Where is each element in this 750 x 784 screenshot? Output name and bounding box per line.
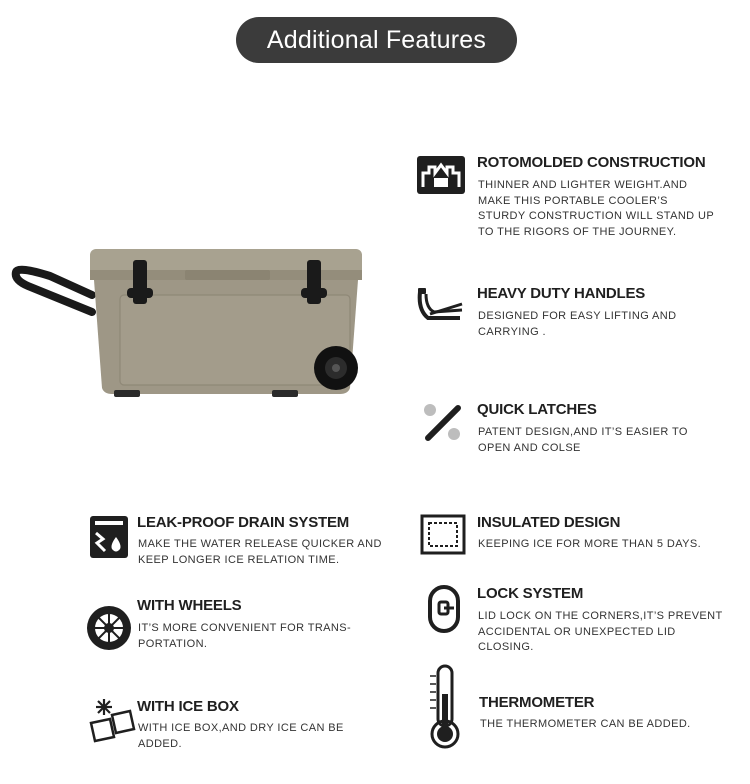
feature-description: PATENT DESIGN,AND IT’S EASIER TO OPEN AND COLSE [478, 426, 688, 454]
insulation-icon [420, 513, 466, 555]
feature-latches [416, 400, 736, 460]
feature-description: THE THERMOMETER CAN BE ADDED. [480, 718, 691, 730]
feature-lock [424, 584, 744, 659]
feature-title: THERMOMETER [479, 694, 595, 711]
latch-icon [416, 400, 466, 444]
feature-description: THINNER AND LIGHTER WEIGHT.AND MAKE THIS PORTABLE COOLER’S STURDY CONSTRUCTION WILL STAND UP TO THE RIGORS OF THE JOURNEY. [478, 179, 714, 238]
cooler-product-image [10, 240, 370, 405]
feature-description: WITH ICE BOX,AND DRY ICE CAN BE ADDED. [138, 722, 344, 750]
feature-drain [89, 513, 409, 573]
feature-description: LID LOCK ON THE CORNERS,IT’S PREVENT ACCIDENTAL OR UNEXPECTED LID CLOSING. [478, 610, 723, 653]
page-title: Additional Features [236, 17, 517, 63]
feature-ice-box [88, 697, 408, 757]
feature-rotomolded [416, 153, 736, 243]
feature-insulated [420, 513, 740, 563]
rotomold-icon [416, 153, 466, 195]
thermometer-icon [428, 664, 462, 750]
lock-icon [424, 584, 464, 634]
feature-title: LEAK-PROOF DRAIN SYSTEM [137, 514, 350, 531]
feature-description: IT’S MORE CONVENIENT FOR TRANS-PORTATION. [138, 622, 352, 650]
feature-title: QUICK LATCHES [477, 401, 597, 418]
feature-handles [416, 284, 736, 344]
feature-wheels [85, 596, 405, 656]
feature-title: ROTOMOLDED CONSTRUCTION [477, 154, 706, 171]
feature-description: MAKE THE WATER RELEASE QUICKER AND KEEP LONGER ICE RELATION TIME. [138, 538, 382, 566]
feature-thermometer [428, 664, 748, 754]
ice-box-icon [88, 697, 136, 745]
feature-title: LOCK SYSTEM [477, 585, 584, 602]
feature-title: INSULATED DESIGN [477, 514, 621, 531]
feature-title: HEAVY DUTY HANDLES [477, 285, 646, 302]
handle-icon [416, 284, 466, 324]
feature-description: KEEPING ICE FOR MORE THAN 5 DAYS. [478, 538, 702, 550]
feature-description: DESIGNED FOR EASY LIFTING AND CARRYING . [478, 310, 677, 338]
feature-title: WITH ICE BOX [137, 698, 239, 715]
drain-icon [89, 513, 129, 559]
feature-title: WITH WHEELS [137, 597, 242, 614]
wheel-icon [85, 596, 133, 652]
